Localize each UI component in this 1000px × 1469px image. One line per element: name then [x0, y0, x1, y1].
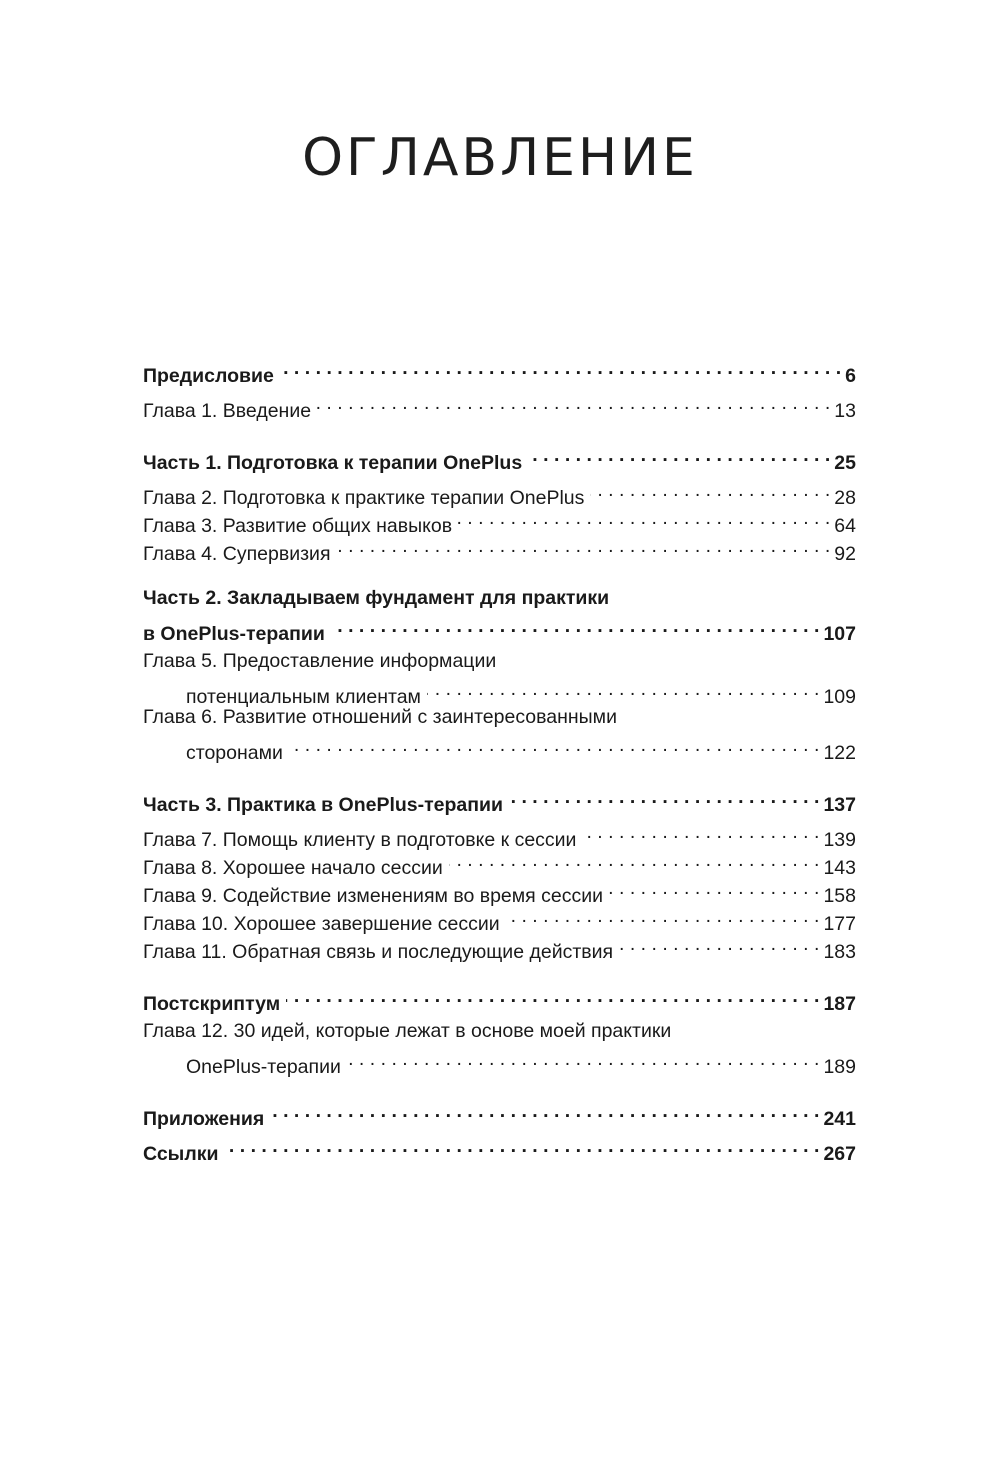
toc-label: Приложения	[143, 1108, 265, 1130]
toc-entry-part-1[interactable]	[143, 441, 856, 474]
toc-entry-chapter-7[interactable]	[143, 818, 856, 851]
toc-leader-dots	[224, 1132, 819, 1160]
toc-page-number: 241	[823, 1108, 856, 1130]
toc-label: Глава 3. Развитие общих навыков	[143, 515, 453, 537]
toc-entry-part-2[interactable]	[143, 584, 856, 645]
toc-page-number: 177	[823, 913, 856, 935]
toc-label-line-1: Глава 12. 30 идей, которые лежат в основе моей практики	[143, 1020, 672, 1042]
toc-leader-dots	[590, 476, 830, 504]
toc-label-line-1: Часть 2. Закладываем фундамент для практики	[143, 587, 610, 609]
toc-leader-dots	[331, 612, 820, 640]
toc-leader-dots	[619, 930, 819, 958]
toc-label: Глава 1. Введение	[143, 400, 312, 422]
toc-page-number: 189	[823, 1056, 856, 1078]
toc-leader-dots	[347, 1045, 820, 1073]
toc-label: Глава 9. Содействие изменениям во время сессии	[143, 885, 604, 907]
toc-page-number: 187	[823, 993, 856, 1015]
toc-leader-dots	[317, 389, 830, 417]
toc-leader-dots	[289, 731, 820, 759]
toc-entry-chapter-2[interactable]	[143, 476, 856, 509]
toc-page-number: 13	[834, 400, 856, 422]
toc-page-number: 109	[823, 686, 856, 708]
toc-label: Глава 4. Супервизия	[143, 543, 331, 565]
toc-page-number: 183	[823, 941, 856, 963]
toc-label: Часть 3. Практика в OnePlus-терапии	[143, 794, 504, 816]
toc-label-line-2: сторонами	[186, 742, 283, 764]
toc-page-number: 64	[834, 515, 856, 537]
toc-leader-dots	[582, 818, 819, 846]
toc-leader-dots	[528, 441, 830, 469]
toc-label-line-2: потенциальным клиентам	[186, 686, 421, 708]
toc-page-number: 143	[823, 857, 856, 879]
toc-entry-appendices[interactable]	[143, 1097, 856, 1130]
toc-label: Глава 8. Хорошее начало сессии	[143, 857, 443, 879]
toc-page-number: 158	[823, 885, 856, 907]
toc-page-number: 28	[834, 487, 856, 509]
toc-entry-postscript[interactable]	[143, 982, 856, 1015]
toc-entry-chapter-1[interactable]	[143, 389, 856, 422]
toc-label: Предисловие	[143, 365, 274, 387]
toc-label: Постскриптум	[143, 993, 281, 1015]
toc-label-line-1: Глава 6. Развитие отношений с заинтересованными	[143, 706, 617, 728]
toc-leader-dots	[458, 504, 830, 532]
toc-entry-chapter-12[interactable]	[143, 1017, 856, 1078]
toc-page-number: 137	[823, 794, 856, 816]
toc-label: Глава 7. Помощь клиенту в подготовке к сессии	[143, 829, 577, 851]
toc-label: Глава 10. Хорошее завершение сессии	[143, 913, 500, 935]
toc-page-number: 6	[845, 365, 856, 387]
toc-label-line-2: в OnePlus-терапии	[143, 623, 325, 645]
page-title: ОГЛАВЛЕНИЕ	[302, 128, 698, 188]
toc-page-number: 107	[823, 623, 856, 645]
toc-label-line-2: OnePlus-терапии	[186, 1056, 341, 1078]
toc-leader-dots	[506, 902, 820, 930]
table-of-contents	[143, 354, 856, 1165]
toc-page-number: 122	[823, 742, 856, 764]
toc-leader-dots	[280, 354, 841, 382]
toc-entry-part-3[interactable]	[143, 783, 856, 816]
toc-leader-dots	[427, 675, 820, 703]
toc-label-line-1: Глава 5. Предоставление информации	[143, 650, 497, 672]
toc-leader-dots	[270, 1097, 819, 1125]
toc-leader-dots	[337, 532, 831, 560]
toc-entry-preface[interactable]	[143, 354, 856, 387]
toc-label: Часть 1. Подготовка к терапии OnePlus	[143, 452, 523, 474]
toc-label: Глава 11. Обратная связь и последующие действия	[143, 941, 614, 963]
toc-label: Ссылки	[143, 1143, 219, 1165]
toc-label: Глава 2. Подготовка к практике терапии OnePlus	[143, 487, 585, 509]
toc-entry-chapter-6[interactable]	[143, 703, 856, 764]
toc-entry-references[interactable]	[143, 1132, 856, 1165]
toc-page-number: 25	[834, 452, 856, 474]
toc-leader-dots	[449, 846, 820, 874]
toc-page-number: 139	[823, 829, 856, 851]
toc-entry-chapter-5[interactable]	[143, 647, 856, 708]
toc-page-number: 267	[823, 1143, 856, 1165]
toc-page-number: 92	[834, 543, 856, 565]
toc-leader-dots	[509, 783, 819, 811]
toc-leader-dots	[609, 874, 819, 902]
toc-leader-dots	[286, 982, 819, 1010]
